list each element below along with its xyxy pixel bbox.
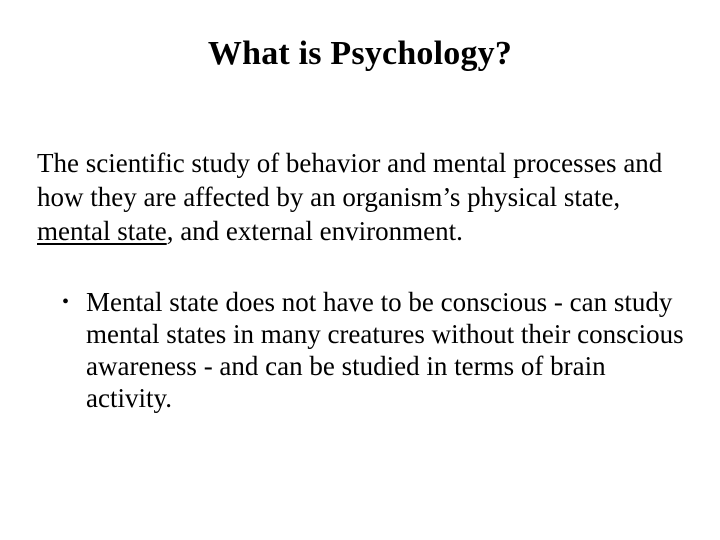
bullet-list: [62, 286, 692, 414]
definition-underlined-term: mental state: [37, 216, 167, 246]
slide-title: What is Psychology?: [207, 35, 513, 72]
bullet-item: [62, 286, 692, 414]
bullet-text: Mental state does not have to be conscious - can study mental states in many creatures without their conscious awareness - and can be studied in terms of brain activity.: [86, 287, 684, 413]
bullet-icon: •: [62, 291, 70, 313]
definition-paragraph: [37, 146, 697, 248]
definition-text-part-1: The scientific study of behavior and mental processes and how they are affected by an organism’s physical state,: [37, 148, 663, 212]
definition-text-part-2: , and external environment.: [166, 216, 463, 246]
